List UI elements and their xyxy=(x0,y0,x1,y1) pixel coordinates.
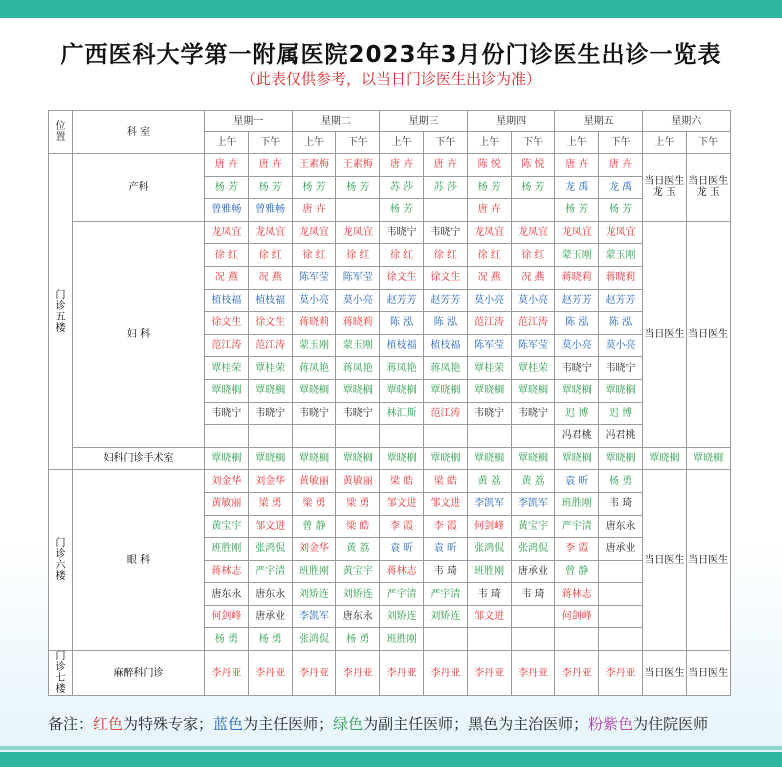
header-am: 上午 xyxy=(642,132,686,154)
doctor-cell: 龙 禹 xyxy=(599,176,643,199)
doctor-cell: 徐 红 xyxy=(380,244,424,267)
doctor-cell: 覃晓榈 xyxy=(555,379,599,402)
doctor-cell: 徐文生 xyxy=(205,312,249,335)
doctor-cell: 唐承业 xyxy=(599,538,643,561)
doctor-cell: 梁 皓 xyxy=(336,515,380,538)
doctor-cell: 梁 勇 xyxy=(336,492,380,515)
doctor-cell: 徐 红 xyxy=(467,244,511,267)
header-pm: 下午 xyxy=(423,132,467,154)
doctor-cell xyxy=(599,628,643,651)
doctor-cell: 蒙玉刚 xyxy=(599,244,643,267)
doctor-cell: 唐东永 xyxy=(599,515,643,538)
doctor-cell: 刘矫连 xyxy=(423,605,467,628)
doctor-cell xyxy=(423,425,467,448)
doctor-cell: 班胜刚 xyxy=(292,560,336,583)
doctor-cell: 唐东永 xyxy=(336,605,380,628)
doctor-cell: 陈军莹 xyxy=(292,266,336,289)
doctor-cell: 刘矫连 xyxy=(292,583,336,606)
legend-desc: 为特殊专家； xyxy=(123,715,214,733)
doctor-cell: 韦 琦 xyxy=(599,492,643,515)
schedule-table xyxy=(48,110,731,696)
doctor-cell: 覃晓榈 xyxy=(336,379,380,402)
doctor-cell: 覃晓榈 xyxy=(599,447,643,470)
doctor-cell: 覃晓榈 xyxy=(686,447,730,470)
doctor-cell: 严宇清 xyxy=(380,583,424,606)
doctor-cell: 杨 芳 xyxy=(511,176,555,199)
doctor-cell: 李丹亚 xyxy=(467,651,511,696)
doctor-cell: 袁 昕 xyxy=(555,470,599,493)
legend-desc: 为主任医师； xyxy=(243,715,334,733)
doctor-cell: 唐 卉 xyxy=(423,154,467,177)
doctor-cell: 李丹亚 xyxy=(205,651,249,696)
header-am: 上午 xyxy=(380,132,424,154)
top-banner xyxy=(0,0,782,18)
doctor-cell: 徐文生 xyxy=(380,266,424,289)
doctor-cell xyxy=(511,425,555,448)
header-pm: 下午 xyxy=(511,132,555,154)
duty-name: 龙 玉 xyxy=(652,187,676,199)
doctor-cell: 杨 芳 xyxy=(336,176,380,199)
doctor-cell: 蒙玉刚 xyxy=(292,334,336,357)
doctor-cell: 王素梅 xyxy=(292,154,336,177)
page-subtitle: （此表仅供参考，以当日门诊医生出诊为准） xyxy=(240,70,541,88)
doctor-cell: 黄 荔 xyxy=(336,538,380,561)
doctor-cell: 冯君桃 xyxy=(555,425,599,448)
doctor-cell: 覃晓榈 xyxy=(511,379,555,402)
doctor-cell: 黄宝宇 xyxy=(336,560,380,583)
doctor-cell: 唐 卉 xyxy=(555,154,599,177)
doctor-cell: 刘矫连 xyxy=(336,583,380,606)
doctor-cell: 陈 悦 xyxy=(511,154,555,177)
doctor-cell xyxy=(336,199,380,222)
doctor-cell: 植枝福 xyxy=(423,334,467,357)
doctor-cell: 杨 芳 xyxy=(555,199,599,222)
doctor-cell: 韦晓宁 xyxy=(555,357,599,380)
doctor-cell: 袁 昕 xyxy=(380,538,424,561)
doctor-cell: 黄宝宇 xyxy=(511,515,555,538)
duty-label: 当日医生 xyxy=(644,176,685,188)
doctor-cell: 唐 卉 xyxy=(599,154,643,177)
doctor-cell: 陈 泓 xyxy=(555,312,599,335)
doctor-cell: 蒋晓莉 xyxy=(599,266,643,289)
duty-name: 龙 玉 xyxy=(696,187,720,199)
page-title: 广西医科大学第一附属医院2023年3月份门诊医生出诊一览表 xyxy=(60,42,722,68)
doctor-cell: 黄敏丽 xyxy=(292,470,336,493)
doctor-cell: 李丹亚 xyxy=(248,651,292,696)
header-am: 上午 xyxy=(292,132,336,154)
doctor-cell: 张鸿侃 xyxy=(248,538,292,561)
doctor-cell: 莫小亮 xyxy=(555,334,599,357)
doctor-cell xyxy=(511,605,555,628)
dept-obstetrics: 产科 xyxy=(73,154,205,222)
bottom-banner xyxy=(0,752,782,767)
doctor-cell xyxy=(248,425,292,448)
bottom-stripe xyxy=(0,746,782,750)
doctor-cell: 黄敏丽 xyxy=(205,492,249,515)
doctor-cell: 徐文生 xyxy=(423,266,467,289)
legend-color-label: 蓝色 xyxy=(213,715,244,733)
doctor-cell: 邹文进 xyxy=(467,605,511,628)
doctor-cell: 梁 皓 xyxy=(423,470,467,493)
doctor-cell: 覃晓榈 xyxy=(380,447,424,470)
doctor-cell: 杨 勇 xyxy=(336,628,380,651)
doctor-cell: 韦晓宁 xyxy=(380,221,424,244)
doctor-cell: 韦晓宁 xyxy=(511,402,555,425)
sat-pm-anesthesia: 当日医生 xyxy=(686,651,730,696)
doctor-cell: 杨 芳 xyxy=(205,176,249,199)
doctor-cell: 班胜刚 xyxy=(380,628,424,651)
sat-am-obstetrics xyxy=(642,154,686,222)
doctor-cell: 陈军莹 xyxy=(467,334,511,357)
doctor-cell: 蒋凤艳 xyxy=(380,357,424,380)
doctor-cell: 覃晓榈 xyxy=(423,447,467,470)
doctor-cell: 何剑峰 xyxy=(555,605,599,628)
doctor-cell: 张鸿侃 xyxy=(467,538,511,561)
doctor-cell: 王素梅 xyxy=(336,154,380,177)
doctor-cell: 张鸿侃 xyxy=(292,628,336,651)
doctor-cell: 杨 芳 xyxy=(292,176,336,199)
header-pm: 下午 xyxy=(248,132,292,154)
doctor-cell: 覃桂荣 xyxy=(205,357,249,380)
doctor-cell xyxy=(423,628,467,651)
doctor-cell: 陈 悦 xyxy=(467,154,511,177)
doctor-cell xyxy=(467,425,511,448)
doctor-cell: 蒋林志 xyxy=(380,560,424,583)
doctor-cell: 冯君桃 xyxy=(599,425,643,448)
doctor-cell: 覃晓榈 xyxy=(336,447,380,470)
doctor-cell: 徐 红 xyxy=(511,244,555,267)
floor-7-label: 门诊七楼 xyxy=(49,651,73,696)
doctor-cell: 黄 荔 xyxy=(467,470,511,493)
doctor-cell xyxy=(511,199,555,222)
doctor-cell: 覃桂荣 xyxy=(467,357,511,380)
doctor-cell: 韦晓宁 xyxy=(423,221,467,244)
doctor-cell: 严宇清 xyxy=(423,583,467,606)
doctor-cell: 覃晓榈 xyxy=(248,447,292,470)
legend-desc: 为住院医师 xyxy=(633,715,709,733)
doctor-cell: 唐东永 xyxy=(205,583,249,606)
header-am: 上午 xyxy=(555,132,599,154)
doctor-cell: 李丹亚 xyxy=(380,651,424,696)
doctor-cell: 赵芳芳 xyxy=(380,289,424,312)
doctor-cell: 覃晓榈 xyxy=(511,447,555,470)
doctor-cell: 蒋晓莉 xyxy=(292,312,336,335)
doctor-cell: 袁 昕 xyxy=(423,538,467,561)
doctor-cell: 范江涛 xyxy=(248,334,292,357)
doctor-cell: 张鸿侃 xyxy=(511,538,555,561)
doctor-cell: 况 燕 xyxy=(511,266,555,289)
doctor-cell: 植枝福 xyxy=(380,334,424,357)
doctor-cell: 唐 卉 xyxy=(380,154,424,177)
doctor-cell: 李丹亚 xyxy=(555,651,599,696)
header-pm: 下午 xyxy=(336,132,380,154)
doctor-cell: 李丹亚 xyxy=(599,651,643,696)
legend-color-label: 粉紫色 xyxy=(588,715,634,733)
sat-am-gynecology: 当日医生 xyxy=(642,221,686,447)
doctor-cell: 覃晓榈 xyxy=(467,379,511,402)
legend-color-label: 红色 xyxy=(93,715,124,733)
doctor-cell: 杨 勇 xyxy=(205,628,249,651)
doctor-cell: 唐 卉 xyxy=(467,199,511,222)
doctor-cell: 苏 莎 xyxy=(423,176,467,199)
doctor-cell: 覃晓榈 xyxy=(292,447,336,470)
doctor-cell: 蒋林志 xyxy=(205,560,249,583)
legend-color-label: 绿色 xyxy=(333,715,364,733)
doctor-cell: 蒋凤艳 xyxy=(423,357,467,380)
doctor-cell: 陈 泓 xyxy=(423,312,467,335)
doctor-cell: 邹文进 xyxy=(380,492,424,515)
doctor-cell: 龙凤宜 xyxy=(599,221,643,244)
doctor-cell: 蒙玉刚 xyxy=(336,334,380,357)
doctor-cell: 严宇清 xyxy=(555,515,599,538)
doctor-cell: 范江涛 xyxy=(423,402,467,425)
doctor-cell: 龙凤宜 xyxy=(511,221,555,244)
legend-desc: 黑色为主治医师； xyxy=(468,715,589,733)
sat-pm-ophthalmology: 当日医生 xyxy=(686,470,730,651)
doctor-cell: 杨 芳 xyxy=(599,199,643,222)
doctor-cell xyxy=(205,425,249,448)
doctor-cell: 梁 勇 xyxy=(292,492,336,515)
doctor-cell: 唐 卉 xyxy=(205,154,249,177)
doctor-cell xyxy=(292,425,336,448)
doctor-cell: 覃晓榈 xyxy=(423,379,467,402)
sat-pm-gynecology: 当日医生 xyxy=(686,221,730,447)
doctor-cell: 况 燕 xyxy=(248,266,292,289)
doctor-cell: 覃晓榈 xyxy=(292,379,336,402)
doctor-cell: 黄敏丽 xyxy=(336,470,380,493)
doctor-cell: 杨 芳 xyxy=(248,176,292,199)
doctor-cell: 李凯军 xyxy=(511,492,555,515)
doctor-cell xyxy=(380,425,424,448)
doctor-cell: 莫小亮 xyxy=(511,289,555,312)
doctor-cell: 何剑峰 xyxy=(467,515,511,538)
doctor-cell: 植枝福 xyxy=(248,289,292,312)
doctor-cell: 况 燕 xyxy=(467,266,511,289)
sat-am-anesthesia: 当日医生 xyxy=(642,651,686,696)
header-am: 上午 xyxy=(467,132,511,154)
doctor-cell: 严宇清 xyxy=(248,560,292,583)
doctor-cell: 唐承业 xyxy=(248,605,292,628)
table-row xyxy=(49,470,731,493)
doctor-cell xyxy=(467,628,511,651)
legend-desc: 为副主任医师； xyxy=(363,715,469,733)
day-sat: 星期六 xyxy=(642,111,730,132)
doctor-cell: 李凯军 xyxy=(292,605,336,628)
doctor-cell: 徐文生 xyxy=(248,312,292,335)
doctor-cell xyxy=(599,605,643,628)
doctor-cell: 覃晓榈 xyxy=(599,379,643,402)
doctor-cell: 蒙玉刚 xyxy=(555,244,599,267)
doctor-cell: 莫小亮 xyxy=(292,289,336,312)
doctor-cell: 范江涛 xyxy=(205,334,249,357)
doctor-cell: 莫小亮 xyxy=(599,334,643,357)
doctor-cell: 龙凤宜 xyxy=(248,221,292,244)
doctor-cell: 李 霞 xyxy=(555,538,599,561)
legend-prefix: 备注： xyxy=(48,715,94,733)
doctor-cell: 韦晓宁 xyxy=(248,402,292,425)
doctor-cell: 班胜刚 xyxy=(467,560,511,583)
doctor-cell xyxy=(511,628,555,651)
doctor-cell: 李丹亚 xyxy=(292,651,336,696)
doctor-cell: 蒋凤艳 xyxy=(336,357,380,380)
header-am: 上午 xyxy=(205,132,249,154)
doctor-cell: 韦 琦 xyxy=(511,583,555,606)
doctor-cell: 李 霞 xyxy=(380,515,424,538)
doctor-cell: 徐 红 xyxy=(248,244,292,267)
doctor-cell: 迟 博 xyxy=(599,402,643,425)
day-tue: 星期二 xyxy=(292,111,380,132)
doctor-cell: 赵芳芳 xyxy=(555,289,599,312)
doctor-cell: 韦晓宁 xyxy=(599,357,643,380)
header-dept: 科 室 xyxy=(73,111,205,154)
doctor-cell: 李丹亚 xyxy=(336,651,380,696)
doctor-cell: 陈军莹 xyxy=(336,266,380,289)
doctor-cell: 梁 勇 xyxy=(248,492,292,515)
doctor-cell: 杨 芳 xyxy=(380,199,424,222)
doctor-cell: 林汇斯 xyxy=(380,402,424,425)
doctor-cell: 刘金华 xyxy=(205,470,249,493)
doctor-cell: 杨 勇 xyxy=(248,628,292,651)
doctor-cell: 唐承业 xyxy=(511,560,555,583)
doctor-cell: 杨 勇 xyxy=(599,470,643,493)
doctor-cell: 覃晓榈 xyxy=(248,379,292,402)
header-row-days xyxy=(49,111,731,132)
doctor-cell: 龙 禹 xyxy=(555,176,599,199)
doctor-cell: 覃晓榈 xyxy=(467,447,511,470)
day-thu: 星期四 xyxy=(467,111,555,132)
doctor-cell: 刘金华 xyxy=(248,470,292,493)
doctor-cell xyxy=(599,583,643,606)
doctor-cell: 曾雅畅 xyxy=(205,199,249,222)
doctor-cell xyxy=(423,199,467,222)
table-row xyxy=(49,447,731,470)
doctor-cell: 龙凤宜 xyxy=(555,221,599,244)
doctor-cell: 徐 红 xyxy=(423,244,467,267)
day-mon: 星期一 xyxy=(205,111,293,132)
doctor-cell: 蒋晓莉 xyxy=(555,266,599,289)
doctor-cell: 覃晓榈 xyxy=(555,447,599,470)
table-row xyxy=(49,651,731,696)
doctor-cell: 覃桂荣 xyxy=(248,357,292,380)
doctor-cell: 覃晓榈 xyxy=(380,379,424,402)
doctor-cell: 李 霞 xyxy=(423,515,467,538)
doctor-cell: 梁 皓 xyxy=(380,470,424,493)
doctor-cell: 曾 静 xyxy=(555,560,599,583)
doctor-cell: 赵芳芳 xyxy=(423,289,467,312)
doctor-cell: 黄 荔 xyxy=(511,470,555,493)
doctor-cell xyxy=(599,560,643,583)
doctor-cell: 唐 卉 xyxy=(292,199,336,222)
header-pm: 下午 xyxy=(686,132,730,154)
doctor-cell: 龙凤宜 xyxy=(467,221,511,244)
doctor-cell: 徐 红 xyxy=(205,244,249,267)
doctor-cell: 况 燕 xyxy=(205,266,249,289)
doctor-cell: 覃晓榈 xyxy=(205,379,249,402)
legend xyxy=(48,713,708,734)
floor-5-label: 门诊五楼 xyxy=(49,154,73,470)
doctor-cell: 韦晓宁 xyxy=(336,402,380,425)
dept-ophthalmology: 眼 科 xyxy=(73,470,205,651)
doctor-cell: 韦晓宁 xyxy=(467,402,511,425)
sat-pm-obstetrics xyxy=(686,154,730,222)
doctor-cell: 何剑峰 xyxy=(205,605,249,628)
doctor-cell: 黄宝宇 xyxy=(205,515,249,538)
doctor-cell: 覃晓榈 xyxy=(642,447,686,470)
doctor-cell: 陈 泓 xyxy=(599,312,643,335)
doctor-cell: 覃晓榈 xyxy=(205,447,249,470)
doctor-cell: 徐 红 xyxy=(292,244,336,267)
doctor-cell: 邹文进 xyxy=(423,492,467,515)
floor-6-label: 门诊六楼 xyxy=(49,470,73,651)
dept-gyn-surgery: 妇科门诊手术室 xyxy=(73,447,205,470)
doctor-cell: 范江涛 xyxy=(511,312,555,335)
doctor-cell: 韦晓宁 xyxy=(292,402,336,425)
doctor-cell: 韦 琦 xyxy=(467,583,511,606)
doctor-cell: 陈军莹 xyxy=(511,334,555,357)
doctor-cell: 李丹亚 xyxy=(423,651,467,696)
doctor-cell: 范江涛 xyxy=(467,312,511,335)
doctor-cell: 赵芳芳 xyxy=(599,289,643,312)
doctor-cell: 杨 芳 xyxy=(467,176,511,199)
header-pm: 下午 xyxy=(599,132,643,154)
duty-label: 当日医生 xyxy=(688,176,729,188)
doctor-cell: 唐 卉 xyxy=(248,154,292,177)
doctor-cell: 班胜刚 xyxy=(205,538,249,561)
dept-anesthesia: 麻醉科门诊 xyxy=(73,651,205,696)
doctor-cell xyxy=(555,628,599,651)
doctor-cell: 曾雅畅 xyxy=(248,199,292,222)
doctor-cell: 刘金华 xyxy=(292,538,336,561)
doctor-cell: 蒋晓莉 xyxy=(336,312,380,335)
doctor-cell: 陈 泓 xyxy=(380,312,424,335)
doctor-cell: 莫小亮 xyxy=(336,289,380,312)
doctor-cell: 李丹亚 xyxy=(511,651,555,696)
doctor-cell: 邹文进 xyxy=(248,515,292,538)
sat-am-ophthalmology: 当日医生 xyxy=(642,470,686,651)
doctor-cell: 覃桂荣 xyxy=(511,357,555,380)
doctor-cell: 蒋林志 xyxy=(555,583,599,606)
table-row xyxy=(49,154,731,177)
doctor-cell: 植枝福 xyxy=(205,289,249,312)
doctor-cell: 韦 琦 xyxy=(423,560,467,583)
doctor-cell: 李凯军 xyxy=(467,492,511,515)
doctor-cell: 莫小亮 xyxy=(467,289,511,312)
day-wed: 星期三 xyxy=(380,111,468,132)
day-fri: 星期五 xyxy=(555,111,643,132)
doctor-cell: 曾 静 xyxy=(292,515,336,538)
table-row xyxy=(49,221,731,244)
header-location: 位置 xyxy=(49,111,73,154)
doctor-cell: 徐 红 xyxy=(336,244,380,267)
doctor-cell: 龙凤宜 xyxy=(292,221,336,244)
dept-gynecology: 妇 科 xyxy=(73,221,205,447)
doctor-cell: 蒋凤艳 xyxy=(292,357,336,380)
doctor-cell: 班胜刚 xyxy=(555,492,599,515)
doctor-cell: 韦晓宁 xyxy=(205,402,249,425)
doctor-cell: 唐东永 xyxy=(248,583,292,606)
doctor-cell: 刘矫连 xyxy=(380,605,424,628)
doctor-cell: 迟 博 xyxy=(555,402,599,425)
doctor-cell: 龙凤宜 xyxy=(336,221,380,244)
doctor-cell: 苏 莎 xyxy=(380,176,424,199)
doctor-cell: 龙凤宜 xyxy=(205,221,249,244)
doctor-cell xyxy=(336,425,380,448)
